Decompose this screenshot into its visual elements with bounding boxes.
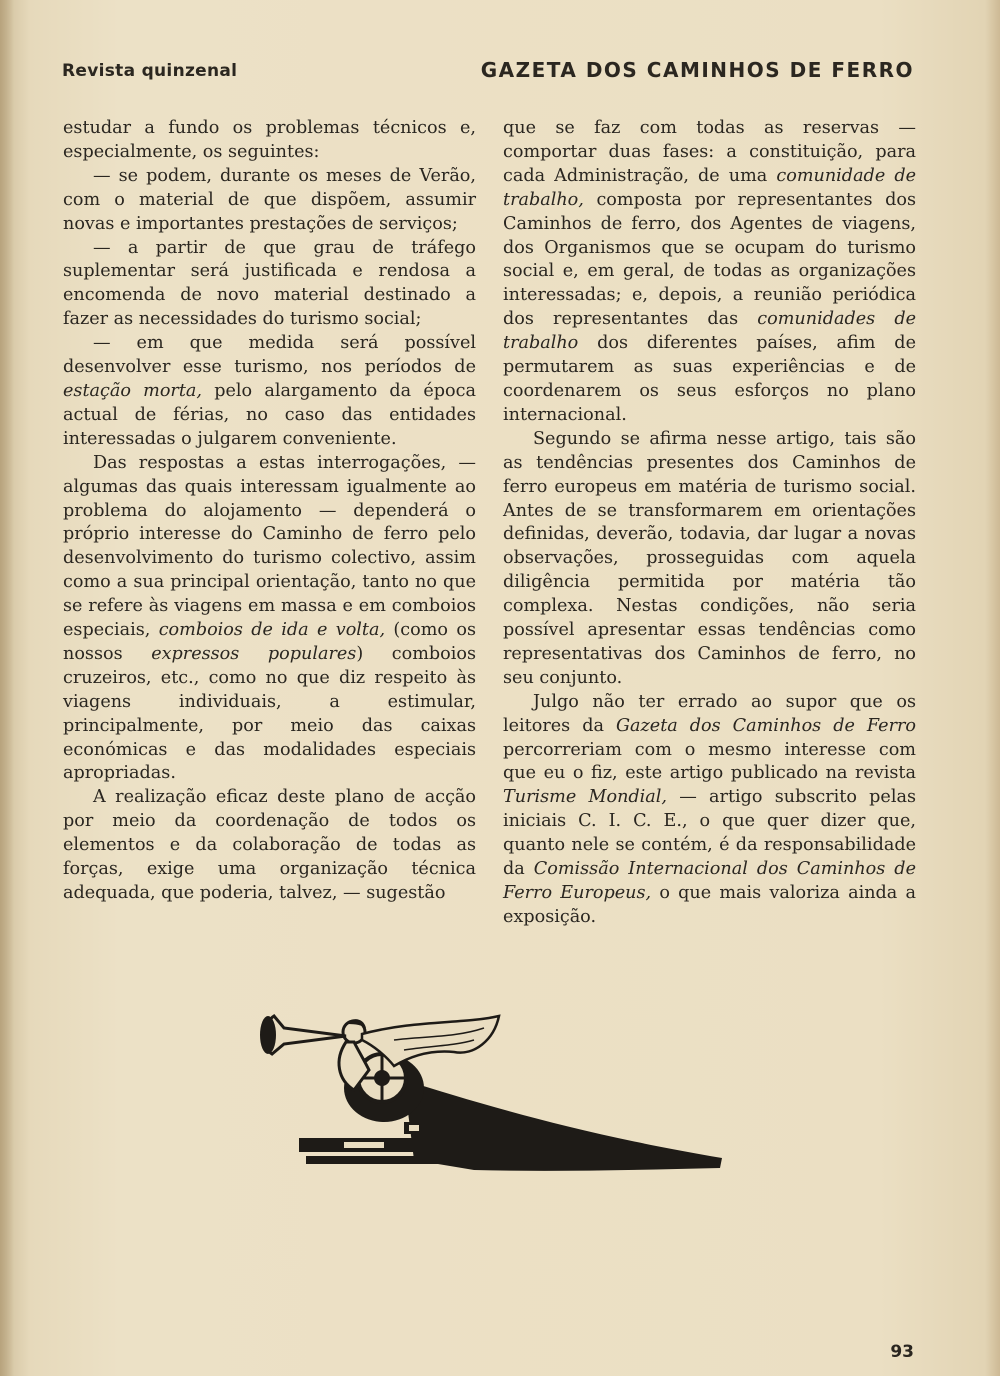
trumpet-bell [260, 1016, 276, 1054]
left-paragraph-2: — se podem, durante os meses de Verão, com o material de que dispõem, assumir novas e importantes prestações de serviços; [63, 165, 476, 234]
italic-run: Gazeta dos Caminhos de Ferro [615, 715, 916, 736]
herald-locomotive-illustration [254, 1010, 724, 1180]
left-paragraph-6: A realização eficaz deste plano de acção por meio da coordenação de todos os elementos e da colaboração de todas as forças, exige uma organização técnica adequada, que poderia, talvez, — sugestão [63, 787, 476, 903]
right-paragraph-1 [503, 117, 916, 428]
text-run: que se faz com todas as reservas — comportar duas fases: a constituição, para cada Administração, de uma [503, 118, 916, 186]
page-number: 93 [890, 1342, 914, 1362]
header-journal-title: GAZETA DOS CAMINHOS DE FERRO [480, 58, 914, 82]
italic-run: Turisme Mondial, [503, 787, 667, 808]
left-paragraph-4 [63, 332, 476, 452]
text-run: pelo alargamento da época actual de férias, no caso das entidades interessadas o julgarem conveniente. [63, 380, 476, 449]
text-run: dos diferentes países, afim de permutarem as suas experiências e de coordenarem os seus esforços no plano internacional. [503, 333, 916, 425]
italic-run: expressos populares [151, 643, 357, 664]
left-column [63, 117, 476, 906]
page-edge-shadow [0, 0, 14, 1376]
text-run: composta por representantes dos Caminhos de ferro, dos Agentes de viagens, dos Organismos que se ocupam do turismo social e, em geral, de todas as organizações interessadas; e, depois, a reunião periódica dos representantes das [503, 189, 916, 330]
italic-run: comboios de ida e volta, [158, 620, 386, 641]
track-slot [344, 1142, 384, 1148]
right-paragraph-3 [503, 691, 916, 930]
text-run: — artigo subscrito pelas iniciais C. I. C. E., o que quer dizer que, quanto nele se contém, é da responsabilidade da [503, 787, 916, 880]
italic-run: comunidade de trabalho, [503, 165, 916, 210]
right-paragraph-2: Segundo se afirma nesse artigo, tais são as tendências presentes dos Caminhos de ferro europeus em matéria de turismo social. Antes de se transformarem em orientações definidas, deverão, todavia, dar lugar a novas observações, prosseguidas com aquela diligência permitida por matéria tão complexa. Nestas condições, não seria possível apresentar essas tendências como representativas dos Caminhos de ferro, no seu conjunto. [503, 428, 916, 688]
text-run: ) comboios cruzeiros, etc., como no que diz respeito às viagens individuais, a estimular, principalmente, por meio das caixas económicas e das modalidades especiais apropriadas. [63, 643, 476, 784]
cab-window [409, 1125, 419, 1131]
herald-trumpet [265, 1016, 346, 1054]
text-run: Julgo não ter errado ao supor que os leitores da [503, 691, 916, 736]
text-run: percorreriam com o mesmo interesse com que eu o fiz, este artigo publicado na revista [503, 739, 916, 784]
italic-run: comunidades de trabalho [503, 309, 917, 354]
left-paragraph-5 [63, 452, 476, 787]
track-base-lower [306, 1156, 486, 1164]
text-run: — em que medida será possível desenvolver esse turismo, nos períodos de [63, 333, 476, 378]
running-header [62, 55, 914, 89]
right-column [503, 117, 916, 930]
left-paragraph-1: estudar a fundo os problemas técnicos e, especialmente, os seguintes: [63, 118, 476, 162]
text-run: (como os nossos [63, 620, 476, 664]
italic-run: Comissão Internacional dos Caminhos de Ferro Europeus, [503, 859, 916, 903]
italic-run: estação morta, [63, 380, 202, 401]
text-run: Das respostas a estas interrogações, — algumas das quais interessam igualmente ao problema do alojamento — dependerá o próprio interesse do Caminho de ferro pelo desenvolvimento do turismo colectivo, assim como a sua principal orientação, tanto no que se refere às viagens em massa e em comboios especiais, [63, 452, 476, 641]
text-run: o que mais valoriza ainda a exposição. [503, 883, 916, 927]
track-base [299, 1138, 499, 1152]
header-periodicity: Revista quinzenal [62, 61, 238, 81]
left-paragraph-3: — a partir de que grau de tráfego suplementar será justificada e rendosa a encomenda de novo material destinado a fazer as necessidades do turismo social; [63, 237, 476, 330]
